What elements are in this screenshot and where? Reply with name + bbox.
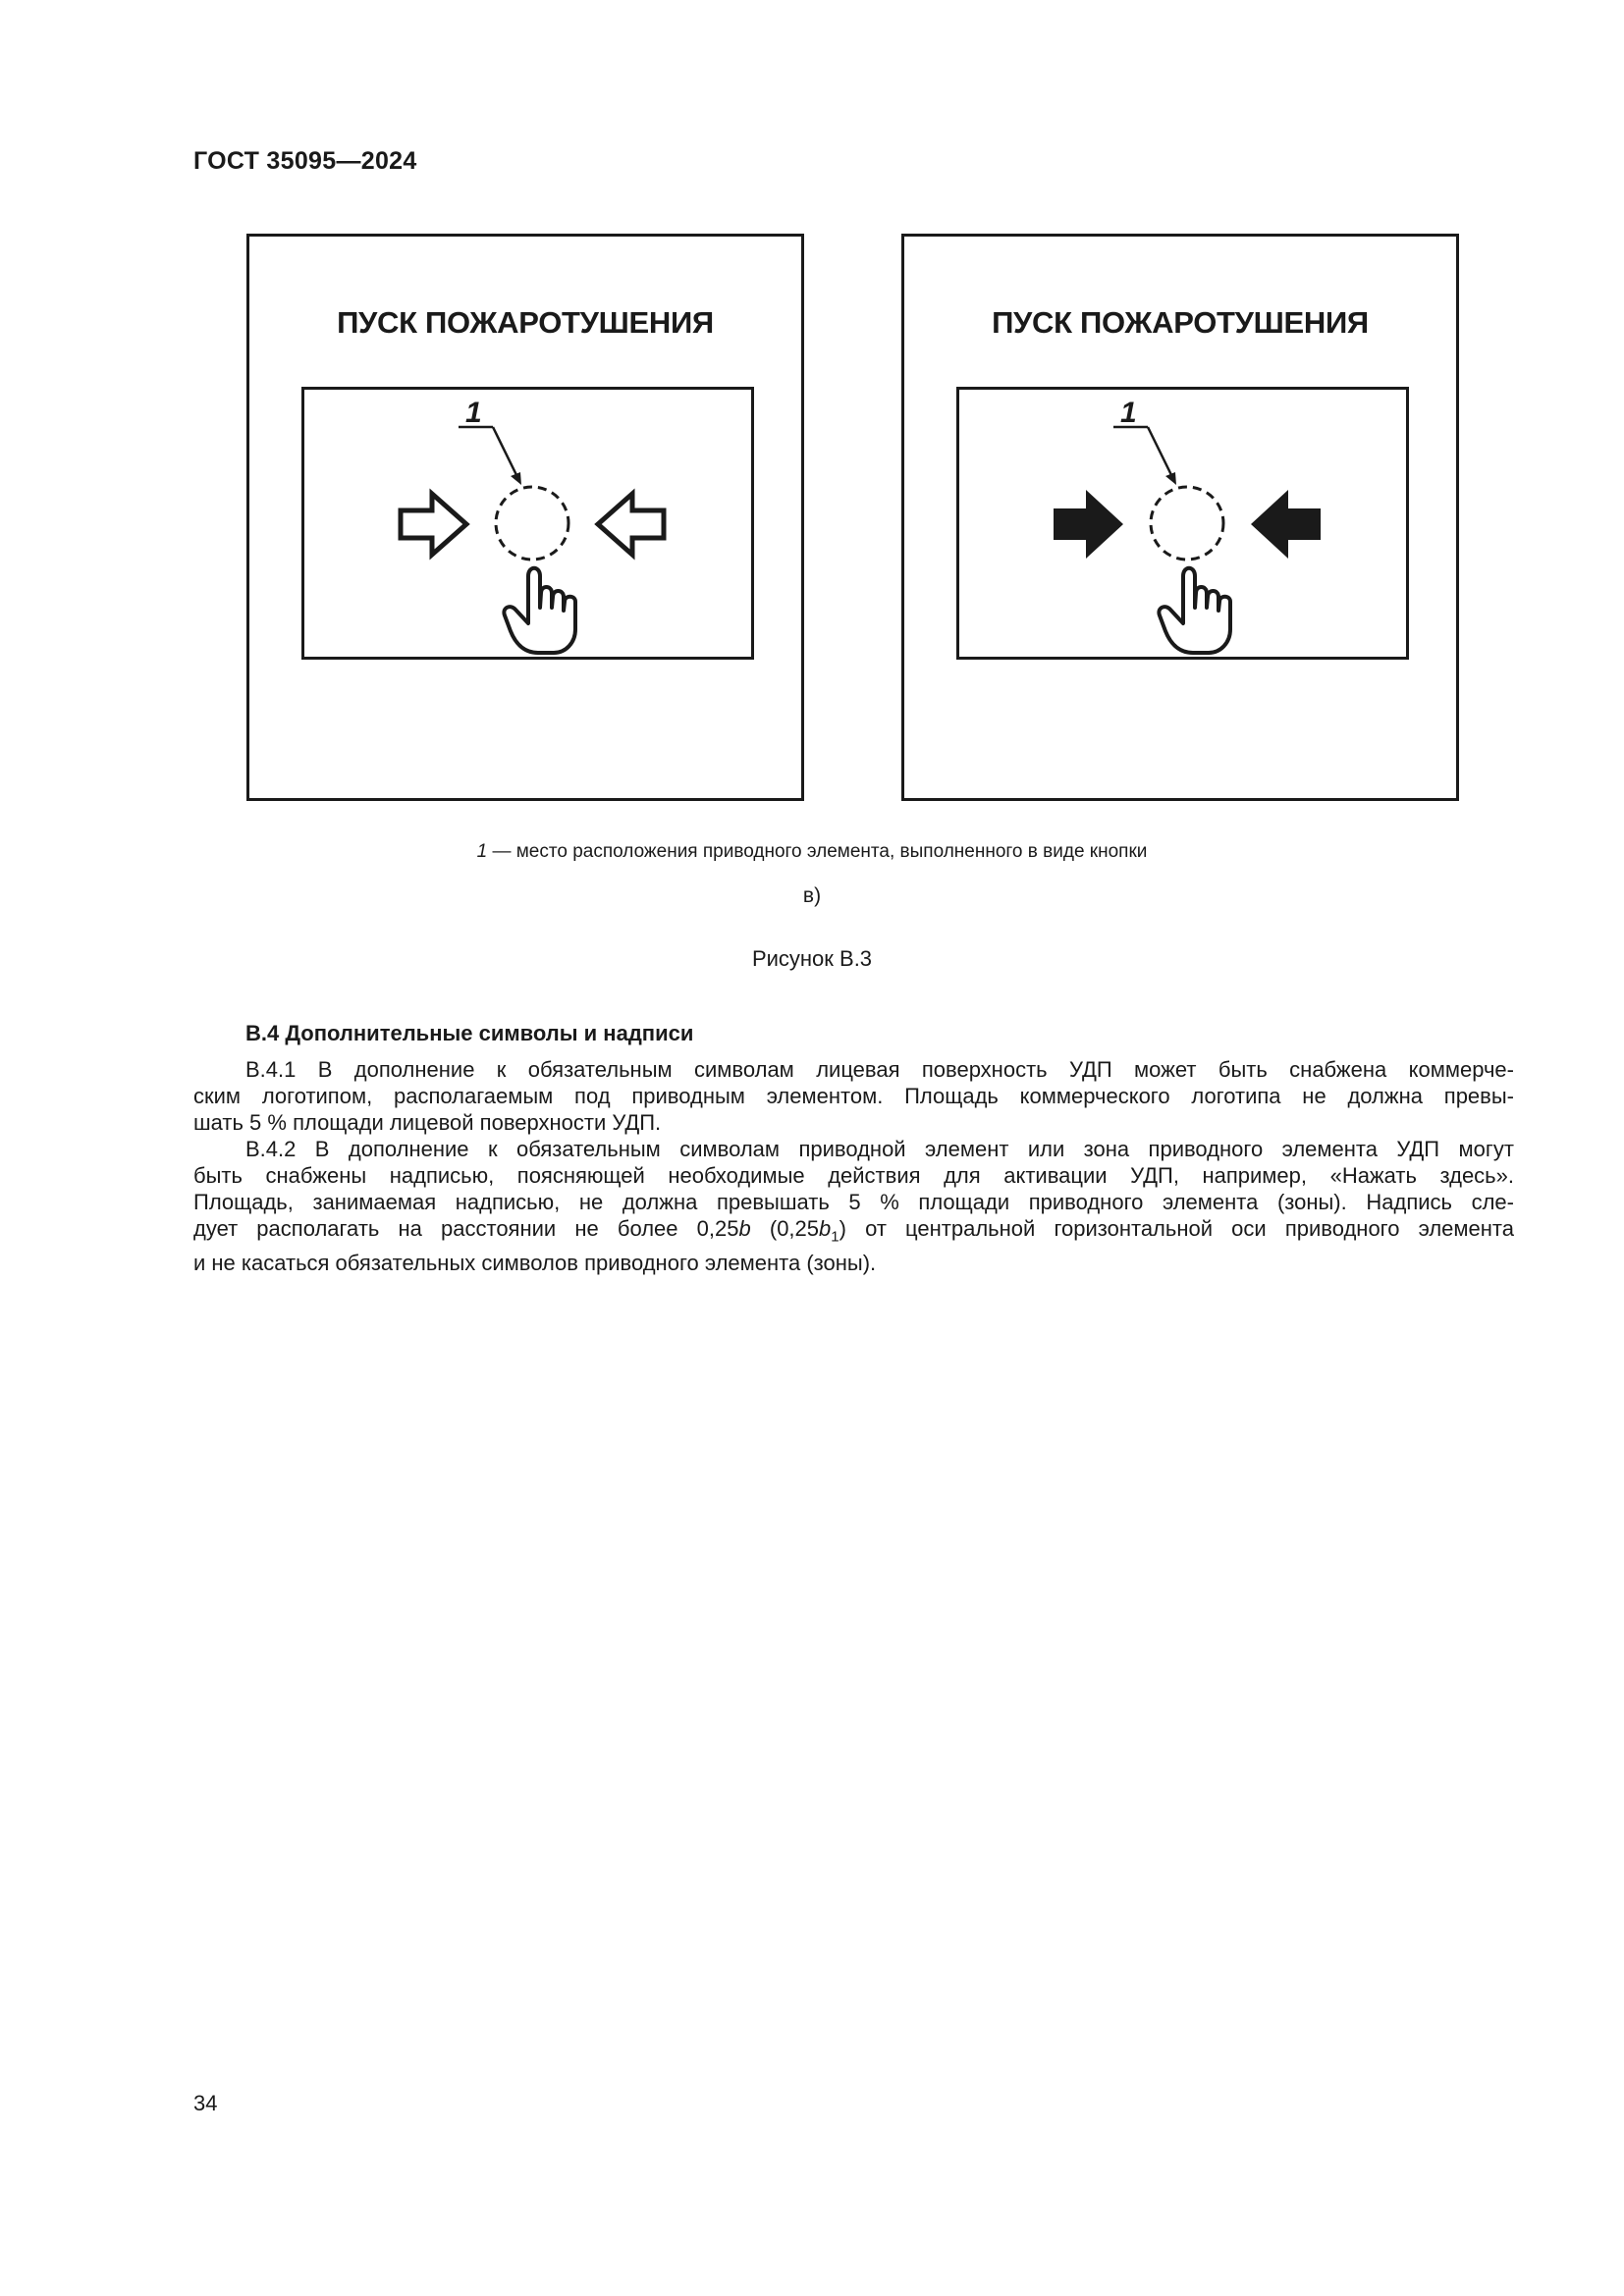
figure-caption: Рисунок В.3 [751,946,873,971]
paragraph-line: быть снабжены надписью, поясняющей необходимые действия для активации УДП, например, «Нажать здесь». [193,1163,1514,1188]
button-location-circle [496,487,568,560]
panel-title: ПУСК ПОЖАРОТУШЕНИЯ [337,305,714,340]
paragraph-line: шать 5 % площади лицевой поверхности УДП. [193,1110,662,1135]
legend-number: 1 [476,841,488,862]
math-variable: b [738,1216,751,1241]
actuator-zone [301,387,754,660]
figure-panel-filled [901,234,1459,801]
arrow-left-filled-icon [1251,490,1321,559]
figure-panel-outline [246,234,804,801]
panel-title: ПУСК ПОЖАРОТУШЕНИЯ [992,305,1369,340]
text-run: (0,25 [750,1216,820,1241]
text-run: ) от центральной горизонтальной оси приводного элемента [839,1216,1514,1241]
text-run: дует располагать на расстоянии не более 0,25 [193,1216,739,1241]
arrow-left-outline-icon [598,494,664,555]
page-number: 34 [193,2091,218,2115]
figure-legend [0,841,1624,863]
callout-number: 1 [465,397,482,429]
legend-text: — место расположения приводного элемента, выполненного в виде кнопки [487,841,1148,862]
document-header: ГОСТ 35095—2024 [193,147,417,175]
section-heading: В.4 Дополнительные символы и надписи [245,1021,694,1045]
callout-leader [1148,427,1173,479]
actuator-zone [956,387,1409,660]
paragraph-b42 [193,1136,1514,1276]
arrow-right-outline-icon [401,494,466,555]
callout-number: 1 [1120,397,1137,429]
paragraph-line [193,1215,1514,1250]
paragraph-line: В.4.1 В дополнение к обязательным символам лицевая поверхность УДП может быть снабжена коммерче- [245,1057,1514,1082]
paragraph-b41 [193,1056,1514,1136]
paragraph-line: ским логотипом, располагаемым под приводным элементом. Площадь коммерческого логотипа не должна превы- [193,1084,1514,1108]
callout-arrowhead-icon [1165,472,1176,485]
paragraph-line: Площадь, занимаемая надписью, не должна превышать 5 % площади приводного элемента (зоны). Надпись сле- [193,1190,1514,1214]
callout-arrowhead-icon [511,472,521,485]
actuator-symbol [304,390,757,663]
pointing-hand-icon [504,568,575,653]
math-subscript: 1 [831,1228,839,1246]
paragraph-line: и не касаться обязательных символов приводного элемента (зоны). [193,1251,877,1276]
paragraph-line: В.4.2 В дополнение к обязательным символам приводной элемент или зона приводного элемента УДП могут [245,1137,1514,1161]
button-location-circle [1151,487,1223,560]
arrow-right-filled-icon [1054,490,1123,559]
figure-sub-label: в) [802,884,822,907]
callout-leader [493,427,518,479]
pointing-hand-icon [1159,568,1230,653]
actuator-symbol [959,390,1412,663]
math-variable: b [819,1216,832,1241]
